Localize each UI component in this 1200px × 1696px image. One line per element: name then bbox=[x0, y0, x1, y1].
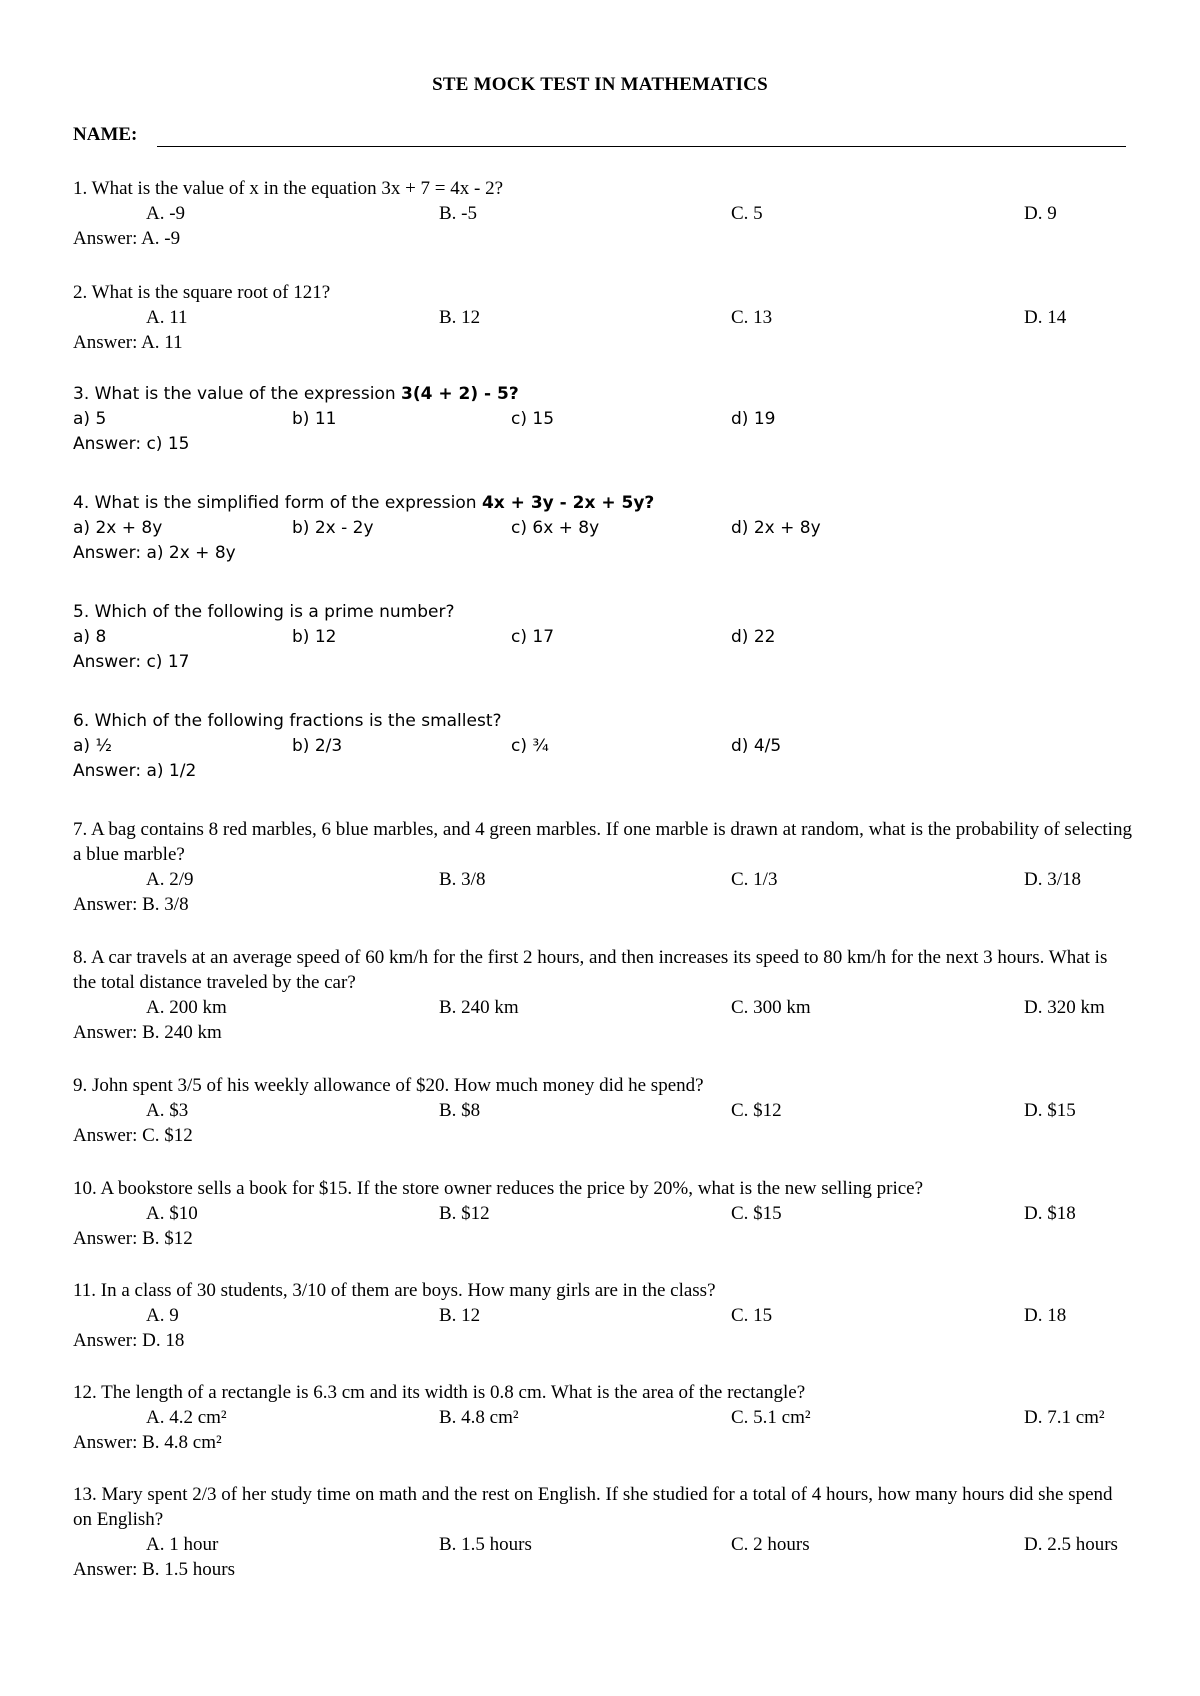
option-a: A. 9 bbox=[146, 1305, 179, 1326]
answer-line: Answer: B. $12 bbox=[73, 1228, 193, 1249]
option-c: c) 6x + 8y bbox=[511, 518, 600, 538]
options-row bbox=[73, 867, 1133, 892]
question-stem: 2. What is the square root of 121? bbox=[73, 282, 331, 303]
option-a: A. 4.2 cm² bbox=[146, 1407, 227, 1428]
question-4 bbox=[73, 491, 1133, 566]
question-stem-text: 4. What is the simplified form of the expression bbox=[73, 493, 482, 513]
question-stem: 5. Which of the following is a prime number? bbox=[73, 602, 455, 622]
question-6 bbox=[73, 709, 1133, 784]
question-stem: 6. Which of the following fractions is the smallest? bbox=[73, 711, 502, 731]
question-stem: 8. A car travels at an average speed of 60 km/h for the first 2 hours, and then increases its speed to 80 km/h for the next 3 hours. What is the total distance traveled by the car? bbox=[73, 947, 1108, 993]
option-d: D. 320 km bbox=[1024, 997, 1105, 1018]
option-c: c) 15 bbox=[511, 409, 555, 429]
option-a: a) 2x + 8y bbox=[73, 518, 163, 538]
option-b: B. 4.8 cm² bbox=[439, 1407, 519, 1428]
options-row bbox=[73, 201, 1133, 226]
question-stem: 9. John spent 3/5 of his weekly allowance of $20. How much money did he spend? bbox=[73, 1075, 704, 1096]
question-stem: 13. Mary spent 2/3 of her study time on math and the rest on English. If she studied for a total of 4 hours, how many hours did she spend on English? bbox=[73, 1484, 1113, 1530]
option-d: d) 4/5 bbox=[731, 736, 782, 756]
options-row bbox=[73, 1303, 1133, 1328]
page-title: STE MOCK TEST IN MATHEMATICS bbox=[432, 74, 768, 95]
question-10 bbox=[73, 1176, 1133, 1251]
options-row bbox=[73, 305, 1133, 330]
option-c: C. 1/3 bbox=[731, 869, 778, 890]
option-d: D. $15 bbox=[1024, 1100, 1076, 1121]
options-row bbox=[73, 734, 1133, 759]
option-c: C. 5.1 cm² bbox=[731, 1407, 811, 1428]
option-b: B. 240 km bbox=[439, 997, 519, 1018]
option-b: B. 1.5 hours bbox=[439, 1534, 532, 1555]
option-b: B. 12 bbox=[439, 307, 481, 328]
question-12 bbox=[73, 1380, 1133, 1455]
answer-line: Answer: D. 18 bbox=[73, 1330, 185, 1351]
question-11 bbox=[73, 1278, 1133, 1353]
option-b: B. -5 bbox=[439, 203, 477, 224]
question-3 bbox=[73, 382, 1133, 457]
question-2 bbox=[73, 280, 1133, 355]
option-b: b) 11 bbox=[292, 409, 337, 429]
option-d: D. 18 bbox=[1024, 1305, 1067, 1326]
question-1 bbox=[73, 176, 1133, 251]
options-row bbox=[73, 1405, 1133, 1430]
option-d: D. 9 bbox=[1024, 203, 1057, 224]
question-7 bbox=[73, 817, 1133, 917]
option-b: B. $8 bbox=[439, 1100, 481, 1121]
option-a: A. $10 bbox=[146, 1203, 198, 1224]
option-a: A. -9 bbox=[146, 203, 186, 224]
option-c: C. 300 km bbox=[731, 997, 811, 1018]
option-b: b) 2x - 2y bbox=[292, 518, 374, 538]
option-a: A. $3 bbox=[146, 1100, 189, 1121]
option-d: d) 19 bbox=[731, 409, 776, 429]
option-c: c) 17 bbox=[511, 627, 555, 647]
option-c: C. 5 bbox=[731, 203, 763, 224]
name-field[interactable] bbox=[73, 124, 1126, 150]
option-a: a) ½ bbox=[73, 736, 112, 756]
option-d: d) 22 bbox=[731, 627, 776, 647]
option-c: C. 13 bbox=[731, 307, 773, 328]
option-c: C. $12 bbox=[731, 1100, 782, 1121]
answer-line: Answer: A. -9 bbox=[73, 228, 181, 249]
question-expression: 3(4 + 2) - 5? bbox=[401, 384, 519, 404]
option-b: B. 12 bbox=[439, 1305, 481, 1326]
option-c: c) ¾ bbox=[511, 736, 549, 756]
option-b: B. $12 bbox=[439, 1203, 490, 1224]
option-a: A. 1 hour bbox=[146, 1534, 219, 1555]
options-row bbox=[73, 1098, 1133, 1123]
question-stem-text: 3. What is the value of the expression bbox=[73, 384, 402, 404]
option-b: b) 12 bbox=[292, 627, 337, 647]
answer-line: Answer: A. 11 bbox=[73, 332, 183, 353]
question-stem bbox=[73, 491, 1133, 516]
question-13 bbox=[73, 1482, 1133, 1582]
option-a: a) 5 bbox=[73, 409, 107, 429]
answer-line: Answer: a) 2x + 8y bbox=[73, 543, 236, 563]
option-a: a) 8 bbox=[73, 627, 107, 647]
option-d: D. 7.1 cm² bbox=[1024, 1407, 1105, 1428]
options-row bbox=[73, 995, 1133, 1020]
options-row bbox=[73, 1201, 1133, 1226]
option-a: A. 2/9 bbox=[146, 869, 194, 890]
options-row bbox=[73, 407, 1133, 432]
answer-line: Answer: B. 1.5 hours bbox=[73, 1559, 236, 1580]
answer-line: Answer: C. $12 bbox=[73, 1125, 193, 1146]
question-5 bbox=[73, 600, 1133, 675]
option-c: C. 15 bbox=[731, 1305, 773, 1326]
question-stem bbox=[73, 382, 1133, 407]
options-row bbox=[73, 1532, 1133, 1557]
option-d: d) 2x + 8y bbox=[731, 518, 821, 538]
option-b: B. 3/8 bbox=[439, 869, 486, 890]
answer-line: Answer: B. 240 km bbox=[73, 1022, 222, 1043]
answer-line: Answer: B. 4.8 cm² bbox=[73, 1432, 222, 1453]
answer-line: Answer: a) 1/2 bbox=[73, 761, 197, 781]
option-c: C. $15 bbox=[731, 1203, 782, 1224]
name-blank-line[interactable] bbox=[157, 146, 1126, 147]
option-b: b) 2/3 bbox=[292, 736, 343, 756]
question-9 bbox=[73, 1073, 1133, 1148]
answer-line: Answer: c) 15 bbox=[73, 434, 190, 454]
options-row bbox=[73, 625, 1133, 650]
options-row bbox=[73, 516, 1133, 541]
question-stem: 7. A bag contains 8 red marbles, 6 blue marbles, and 4 green marbles. If one marble is drawn at random, what is the probability of selecting a blue marble? bbox=[73, 819, 1132, 865]
option-a: A. 200 km bbox=[146, 997, 227, 1018]
answer-line: Answer: B. 3/8 bbox=[73, 894, 189, 915]
question-expression: 4x + 3y - 2x + 5y? bbox=[481, 493, 655, 513]
question-stem: 1. What is the value of x in the equation 3x + 7 = 4x - 2? bbox=[73, 178, 504, 199]
question-8 bbox=[73, 945, 1133, 1045]
question-stem: 11. In a class of 30 students, 3/10 of them are boys. How many girls are in the class? bbox=[73, 1280, 716, 1301]
option-c: C. 2 hours bbox=[731, 1534, 810, 1555]
answer-line: Answer: c) 17 bbox=[73, 652, 190, 672]
option-d: D. 3/18 bbox=[1024, 869, 1081, 890]
question-stem: 10. A bookstore sells a book for $15. If the store owner reduces the price by 20%, what is the new selling price? bbox=[73, 1178, 924, 1199]
question-stem: 12. The length of a rectangle is 6.3 cm and its width is 0.8 cm. What is the area of the rectangle? bbox=[73, 1382, 806, 1403]
option-a: A. 11 bbox=[146, 307, 188, 328]
option-d: D. $18 bbox=[1024, 1203, 1076, 1224]
name-label: NAME: bbox=[73, 124, 138, 145]
option-d: D. 2.5 hours bbox=[1024, 1534, 1118, 1555]
option-d: D. 14 bbox=[1024, 307, 1067, 328]
